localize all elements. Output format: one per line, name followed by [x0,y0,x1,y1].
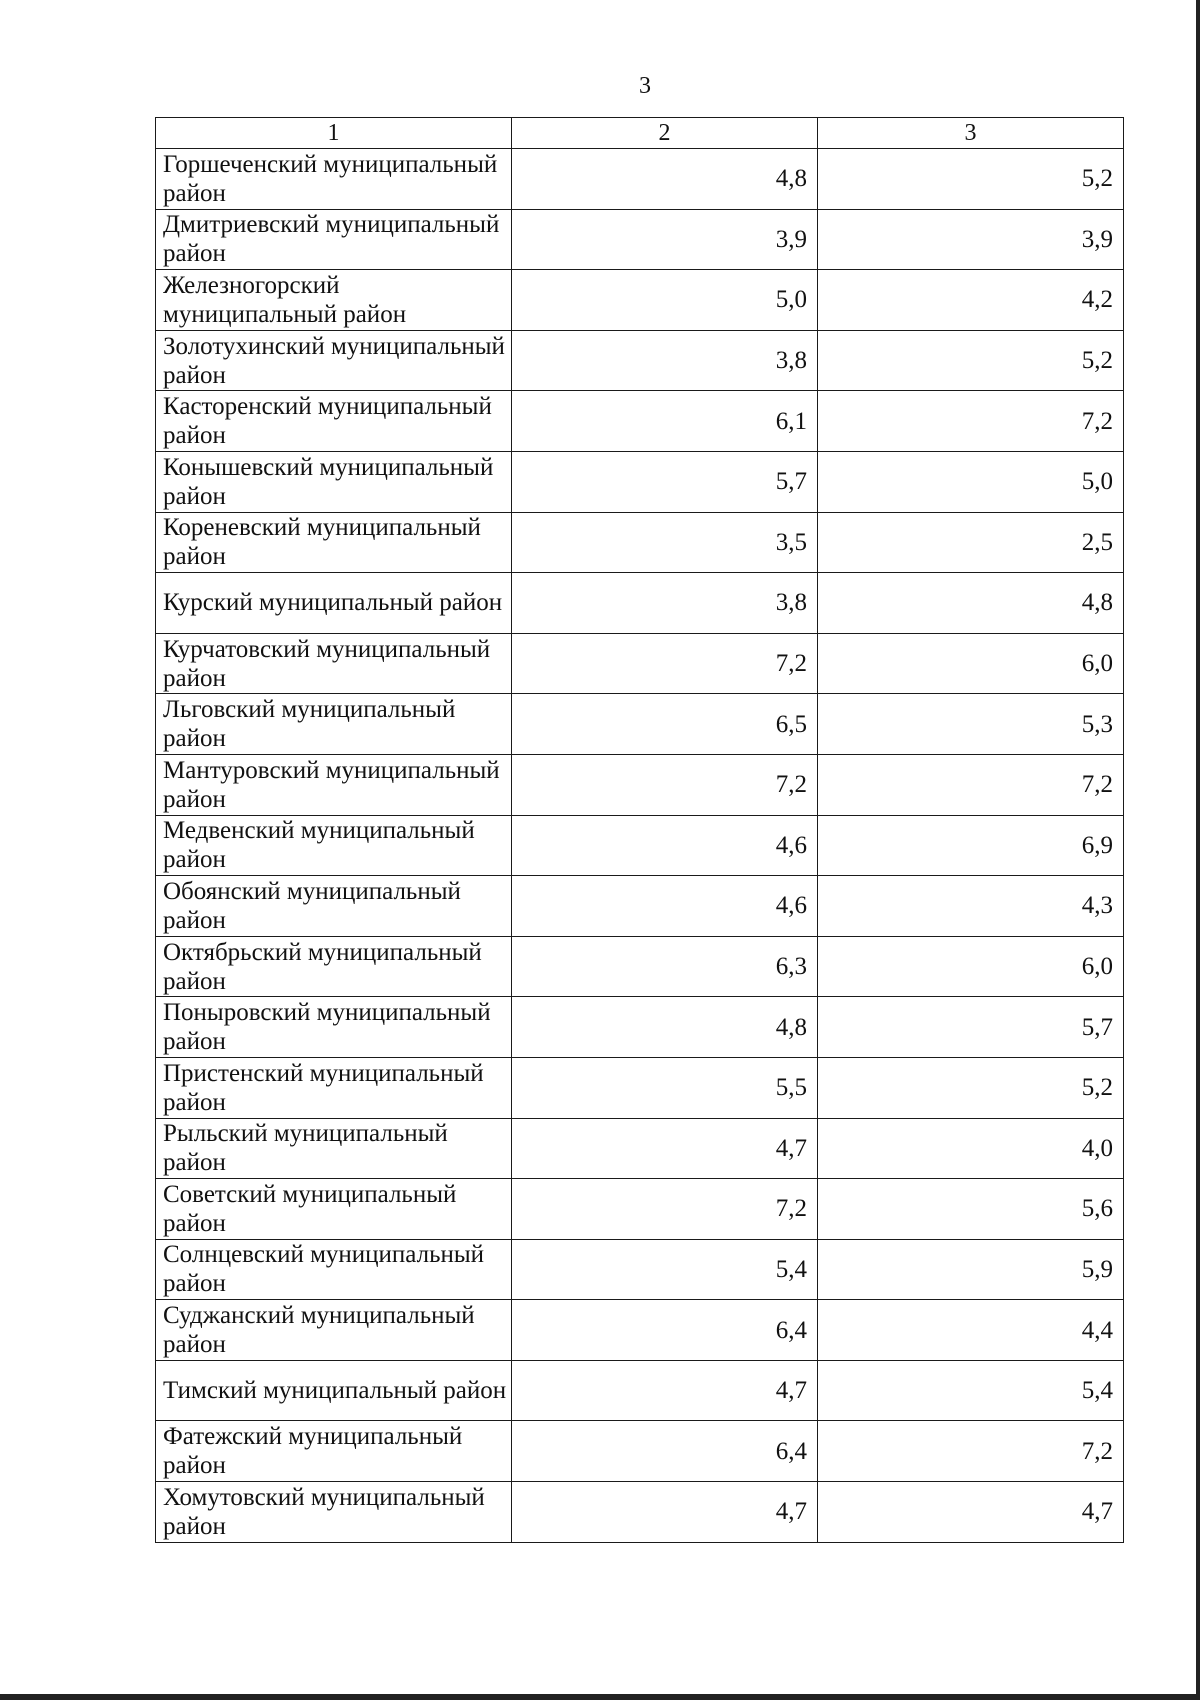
column-header-2: 2 [512,118,818,149]
region-name-cell: Мантуровский муниципальный район [156,754,512,815]
value-col2-cell: 4,8 [512,149,818,210]
region-name-cell: Горшеченский муниципальный район [156,149,512,210]
value-col2-cell: 3,8 [512,573,818,634]
value-col3-cell: 5,6 [818,1179,1124,1240]
region-name-cell: Тимский муниципальный район [156,1360,512,1421]
table-row [156,1057,1124,1118]
table-row [156,997,1124,1058]
table-body [156,149,1124,1543]
region-name-cell: Железногорский муниципальный район [156,270,512,331]
value-col3-cell: 5,9 [818,1239,1124,1300]
table-row [156,633,1124,694]
value-col2-cell: 3,8 [512,330,818,391]
region-name-cell: Суджанский муниципальный район [156,1300,512,1361]
table-row [156,754,1124,815]
table-row [156,694,1124,755]
table-row [156,1360,1124,1421]
value-col3-cell: 3,9 [818,209,1124,270]
value-col2-cell: 3,9 [512,209,818,270]
table-row [156,149,1124,210]
region-name-cell: Курский муниципальный район [156,573,512,634]
region-name-cell: Кореневский муниципальный район [156,512,512,573]
value-col3-cell: 5,2 [818,1057,1124,1118]
value-col3-cell: 7,2 [818,391,1124,452]
value-col3-cell: 4,7 [818,1482,1124,1543]
value-col2-cell: 5,4 [512,1239,818,1300]
table-row [156,815,1124,876]
value-col3-cell: 4,8 [818,573,1124,634]
value-col2-cell: 5,0 [512,270,818,331]
value-col2-cell: 6,1 [512,391,818,452]
value-col2-cell: 6,4 [512,1300,818,1361]
regions-table [155,117,1124,1543]
scan-edge-right [1196,0,1200,1700]
region-name-cell: Обоянский муниципальный район [156,876,512,937]
region-name-cell: Дмитриевский муниципальный район [156,209,512,270]
value-col3-cell: 5,2 [818,149,1124,210]
table-row [156,573,1124,634]
value-col2-cell: 6,4 [512,1421,818,1482]
value-col2-cell: 5,5 [512,1057,818,1118]
value-col3-cell: 5,4 [818,1360,1124,1421]
table-row [156,1179,1124,1240]
value-col2-cell: 5,7 [512,451,818,512]
region-name-cell: Октябрьский муниципальный район [156,936,512,997]
value-col2-cell: 7,2 [512,754,818,815]
region-name-cell: Поныровский муниципальный район [156,997,512,1058]
value-col3-cell: 7,2 [818,1421,1124,1482]
column-header-3: 3 [818,118,1124,149]
value-col2-cell: 4,6 [512,815,818,876]
table-row [156,1300,1124,1361]
region-name-cell: Солнцевский муниципальный район [156,1239,512,1300]
table-row [156,876,1124,937]
value-col3-cell: 4,3 [818,876,1124,937]
table-row [156,1482,1124,1543]
region-name-cell: Советский муниципальный район [156,1179,512,1240]
value-col2-cell: 4,8 [512,997,818,1058]
value-col3-cell: 6,9 [818,815,1124,876]
value-col3-cell: 6,0 [818,936,1124,997]
region-name-cell: Касторенский муниципальный район [156,391,512,452]
value-col2-cell: 6,5 [512,694,818,755]
value-col3-cell: 5,2 [818,330,1124,391]
value-col2-cell: 4,7 [512,1360,818,1421]
region-name-cell: Курчатовский муниципальный район [156,633,512,694]
value-col2-cell: 4,6 [512,876,818,937]
table-row [156,936,1124,997]
value-col2-cell: 4,7 [512,1482,818,1543]
value-col3-cell: 4,2 [818,270,1124,331]
value-col2-cell: 4,7 [512,1118,818,1179]
table-row [156,1239,1124,1300]
value-col3-cell: 5,0 [818,451,1124,512]
region-name-cell: Конышевский муниципальный район [156,451,512,512]
region-name-cell: Рыльский муниципальный район [156,1118,512,1179]
value-col3-cell: 6,0 [818,633,1124,694]
table-row [156,512,1124,573]
region-name-cell: Пристенский муниципальный район [156,1057,512,1118]
value-col3-cell: 2,5 [818,512,1124,573]
value-col3-cell: 4,4 [818,1300,1124,1361]
region-name-cell: Хомутовский муниципальный район [156,1482,512,1543]
region-name-cell: Золотухинский муниципальный район [156,330,512,391]
value-col2-cell: 3,5 [512,512,818,573]
region-name-cell: Медвенский муниципальный район [156,815,512,876]
scan-edge-bottom [0,1694,1200,1700]
region-name-cell: Льговский муниципальный район [156,694,512,755]
value-col3-cell: 5,3 [818,694,1124,755]
page-number: 3 [639,73,651,99]
table-header-row [156,118,1124,149]
table-row [156,270,1124,331]
table-row [156,391,1124,452]
value-col3-cell: 5,7 [818,997,1124,1058]
value-col2-cell: 7,2 [512,1179,818,1240]
value-col3-cell: 4,0 [818,1118,1124,1179]
table-row [156,451,1124,512]
table-row [156,1118,1124,1179]
table-row [156,209,1124,270]
column-header-1: 1 [156,118,512,149]
value-col3-cell: 7,2 [818,754,1124,815]
value-col2-cell: 6,3 [512,936,818,997]
region-name-cell: Фатежский муниципальный район [156,1421,512,1482]
value-col2-cell: 7,2 [512,633,818,694]
table-row [156,330,1124,391]
table-row [156,1421,1124,1482]
